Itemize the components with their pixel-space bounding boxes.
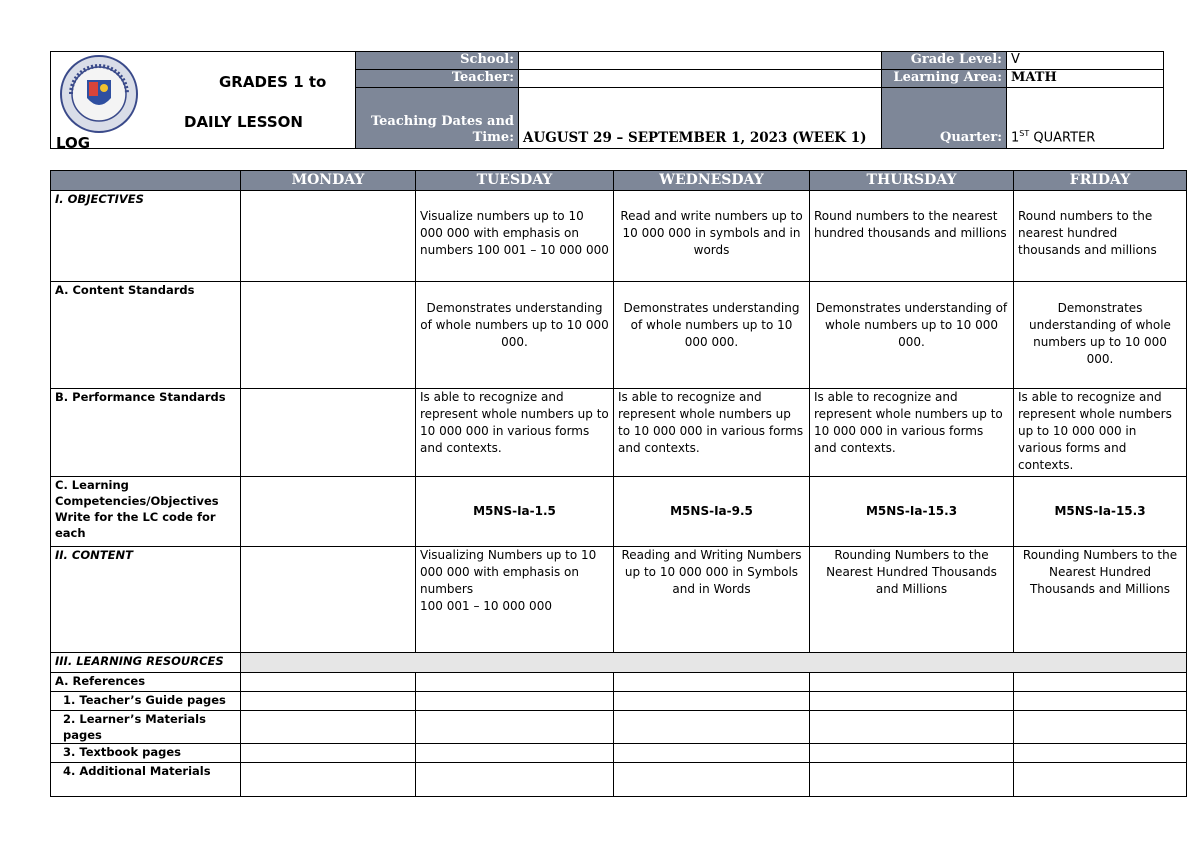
table-row (51, 547, 1187, 653)
content-monday[interactable] (241, 547, 416, 653)
tg-pages-thursday[interactable] (810, 692, 1014, 711)
table-row (51, 763, 1187, 797)
tg-pages-wednesday[interactable] (614, 692, 810, 711)
additional-materials-thursday[interactable] (810, 763, 1014, 797)
lm-pages-friday[interactable] (1014, 711, 1187, 744)
textbook-pages-wednesday[interactable] (614, 744, 810, 763)
content-standards-tuesday[interactable]: Demonstrates understanding of whole numbers up to 10 000 000. (416, 282, 614, 389)
table-row (51, 282, 1187, 389)
title-cell (51, 52, 356, 149)
tg-pages-friday[interactable] (1014, 692, 1187, 711)
references-thursday[interactable] (810, 673, 1014, 692)
row-label-references: A. References (51, 673, 241, 692)
title-log: LOG (56, 134, 91, 149)
objectives-wednesday[interactable]: Read and write numbers up to 10 000 000 in symbols and in words (614, 191, 810, 282)
row-label-competencies: C. Learning Competencies/Objectives Write for the LC code for each (51, 477, 241, 547)
references-wednesday[interactable] (614, 673, 810, 692)
content-tuesday-range: 100 001 – 10 000 000 (420, 599, 552, 613)
teacher-label: Teacher: (356, 70, 519, 88)
day-header-friday: FRIDAY (1014, 171, 1187, 191)
content-friday[interactable]: Rounding Numbers to the Nearest Hundred Thousands and Millions (1014, 547, 1187, 653)
additional-materials-tuesday[interactable] (416, 763, 614, 797)
title-daily-lesson: DAILY LESSON (184, 113, 303, 131)
grade-level-field[interactable]: V (1007, 52, 1164, 70)
objectives-monday[interactable] (241, 191, 416, 282)
row-label-learning-resources: III. LEARNING RESOURCES (51, 653, 241, 673)
row-label-objectives: I. OBJECTIVES (51, 191, 241, 282)
day-header-tuesday: TUESDAY (416, 171, 614, 191)
competencies-tuesday[interactable]: M5NS-Ia-1.5 (416, 477, 614, 547)
table-row (51, 477, 1187, 547)
tg-pages-tuesday[interactable] (416, 692, 614, 711)
content-standards-friday[interactable]: Demonstrates understanding of whole numbers up to 10 000 000. (1014, 282, 1187, 389)
learning-resources-band (241, 653, 1187, 673)
quarter-label: Quarter: (882, 88, 1007, 149)
additional-materials-monday[interactable] (241, 763, 416, 797)
teaching-dates-label: Teaching Dates and Time: (356, 88, 519, 149)
teacher-field[interactable] (519, 70, 882, 88)
row-label-performance-standards: B. Performance Standards (51, 389, 241, 477)
title-grades: GRADES 1 to (219, 73, 327, 91)
row-label-content-standards: A. Content Standards (51, 282, 241, 389)
references-tuesday[interactable] (416, 673, 614, 692)
table-row (51, 692, 1187, 711)
table-row (51, 744, 1187, 763)
quarter-field[interactable] (1007, 88, 1164, 149)
tg-pages-monday[interactable] (241, 692, 416, 711)
lm-pages-monday[interactable] (241, 711, 416, 744)
additional-materials-friday[interactable] (1014, 763, 1187, 797)
header-table (50, 51, 1164, 149)
competencies-wednesday[interactable]: M5NS-Ia-9.5 (614, 477, 810, 547)
row-label-content: II. CONTENT (51, 547, 241, 653)
row-label-lm-pages: 2. Learner’s Materials pages (51, 711, 241, 744)
learning-area-field[interactable]: MATH (1007, 70, 1164, 88)
objectives-tuesday[interactable]: Visualize numbers up to 10 000 000 with emphasis on numbers 100 001 – 10 000 000 (416, 191, 614, 282)
lm-pages-tuesday[interactable] (416, 711, 614, 744)
textbook-pages-friday[interactable] (1014, 744, 1187, 763)
school-label: School: (356, 52, 519, 70)
table-row (51, 653, 1187, 673)
grade-level-label: Grade Level: (882, 52, 1007, 70)
objectives-friday[interactable]: Round numbers to the nearest hundred thousands and millions (1014, 191, 1187, 282)
references-friday[interactable] (1014, 673, 1187, 692)
content-standards-wednesday[interactable]: Demonstrates understanding of whole numbers up to 10 000 000. (614, 282, 810, 389)
day-header-wednesday: WEDNESDAY (614, 171, 810, 191)
textbook-pages-thursday[interactable] (810, 744, 1014, 763)
references-monday[interactable] (241, 673, 416, 692)
additional-materials-wednesday[interactable] (614, 763, 810, 797)
row-label-tg-pages: 1. Teacher’s Guide pages (51, 692, 241, 711)
row-label-additional-materials: 4. Additional Materials (51, 763, 241, 797)
content-thursday[interactable]: Rounding Numbers to the Nearest Hundred Thousands and Millions (810, 547, 1014, 653)
corner-cell (51, 171, 241, 191)
deped-seal-icon (59, 54, 139, 134)
day-header-thursday: THURSDAY (810, 171, 1014, 191)
content-tuesday-title: Visualizing Numbers up to 10 000 000 with emphasis on numbers (420, 548, 597, 596)
teaching-dates-field[interactable]: AUGUST 29 – SEPTEMBER 1, 2023 (WEEK 1) (519, 88, 882, 149)
row-label-textbook-pages: 3. Textbook pages (51, 744, 241, 763)
textbook-pages-monday[interactable] (241, 744, 416, 763)
quarter-text: QUARTER (1029, 130, 1096, 145)
performance-standards-tuesday[interactable]: Is able to recognize and represent whole numbers up to 10 000 000 in various forms and contexts. (416, 389, 614, 477)
content-wednesday[interactable]: Reading and Writing Numbers up to 10 000 000 in Symbols and in Words (614, 547, 810, 653)
performance-standards-monday[interactable] (241, 389, 416, 477)
performance-standards-friday[interactable]: Is able to recognize and represent whole numbers up to 10 000 000 in various forms and contexts. (1014, 389, 1187, 477)
lm-pages-wednesday[interactable] (614, 711, 810, 744)
school-field[interactable] (519, 52, 882, 70)
performance-standards-thursday[interactable]: Is able to recognize and represent whole numbers up to 10 000 000 in various forms and contexts. (810, 389, 1014, 477)
table-row (51, 389, 1187, 477)
objectives-thursday[interactable]: Round numbers to the nearest hundred thousands and millions (810, 191, 1014, 282)
textbook-pages-tuesday[interactable] (416, 744, 614, 763)
table-row (51, 711, 1187, 744)
content-standards-thursday[interactable]: Demonstrates understanding of whole numbers up to 10 000 000. (810, 282, 1014, 389)
competencies-thursday[interactable]: M5NS-Ia-15.3 (810, 477, 1014, 547)
lesson-log-table (50, 170, 1187, 797)
table-row (51, 191, 1187, 282)
learning-area-label: Learning Area: (882, 70, 1007, 88)
content-standards-monday[interactable] (241, 282, 416, 389)
lm-pages-thursday[interactable] (810, 711, 1014, 744)
competencies-friday[interactable]: M5NS-Ia-15.3 (1014, 477, 1187, 547)
table-row (51, 673, 1187, 692)
content-tuesday[interactable] (416, 547, 614, 653)
performance-standards-wednesday[interactable]: Is able to recognize and represent whole numbers up to 10 000 000 in various forms and contexts. (614, 389, 810, 477)
competencies-monday[interactable] (241, 477, 416, 547)
quarter-number: 1 (1011, 130, 1020, 145)
quarter-suffix: ST (1019, 128, 1030, 138)
day-header-monday: MONDAY (241, 171, 416, 191)
